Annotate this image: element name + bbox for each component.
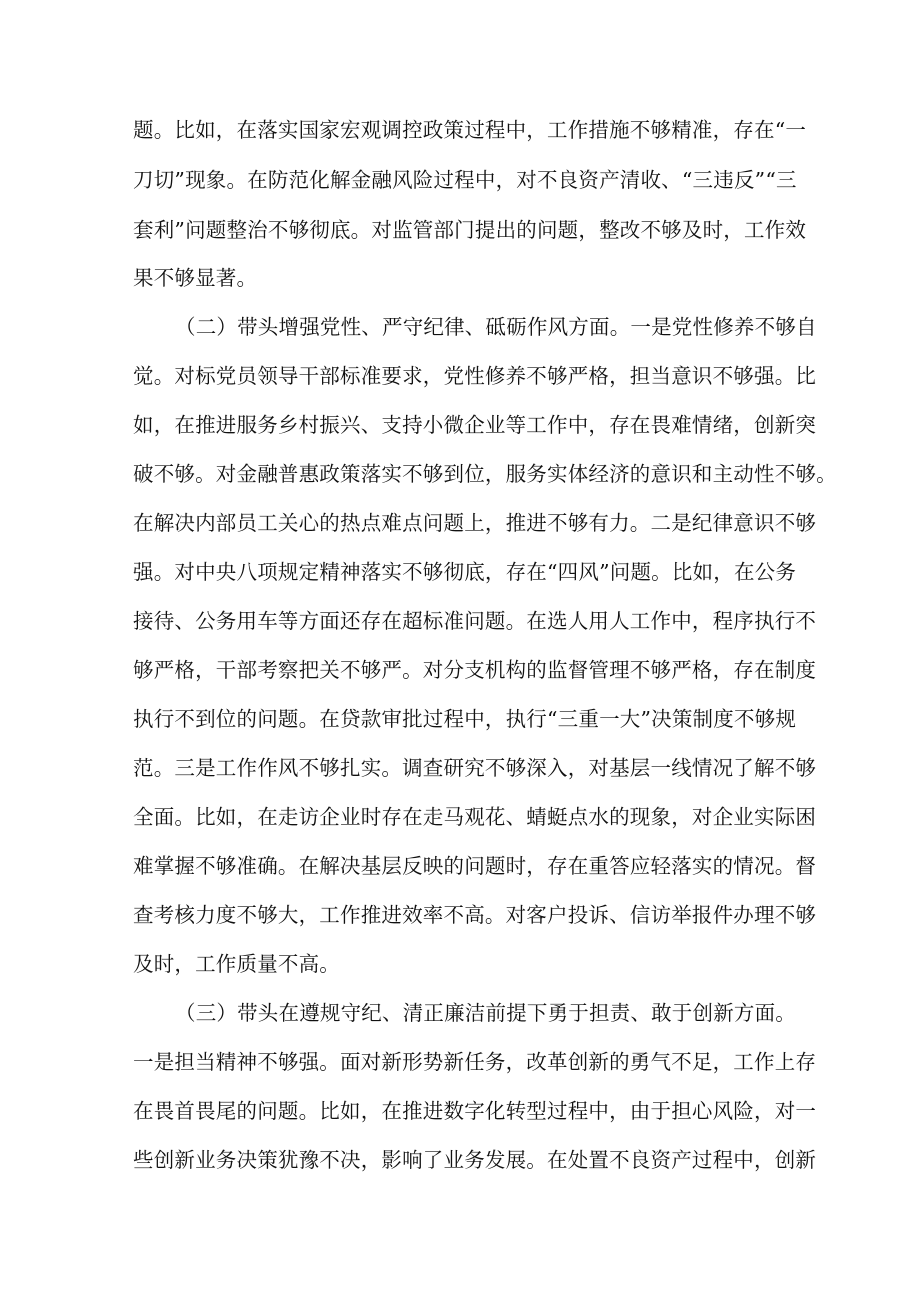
text-line: 查考核力度不够大，工作推进效率不高。对客户投诉、信访举报件办理不够 xyxy=(133,903,817,927)
text-line: 及时，工作质量不高。 xyxy=(133,952,340,976)
paragraph-heading-line: （二）带头增强党性、严守纪律、砥砺作风方面。一是党性修养不够自 xyxy=(175,315,817,339)
text-line: 题。比如，在落实国家宏观调控政策过程中，工作措施不够精准，存在“一 xyxy=(133,118,807,142)
text-line: 强。对中央八项规定精神落实不够彻底，存在“四风”问题。比如，在公务 xyxy=(133,560,797,584)
text-line: 在解决内部员工关心的热点难点问题上，推进不够有力。二是纪律意识不够 xyxy=(133,511,817,535)
text-line: 觉。对标党员领导干部标准要求，党性修养不够严格，担当意识不够强。比 xyxy=(133,364,817,388)
text-line: 够严格，干部考察把关不够严。对分支机构的监督管理不够严格，存在制度 xyxy=(133,658,817,682)
text-line: 刀切”现象。在防范化解金融风险过程中，对不良资产清收、“三违反”“三 xyxy=(133,168,797,192)
paragraph-heading-line: （三）带头在遵规守纪、清正廉洁前提下勇于担责、敢于创新方面。 xyxy=(175,1001,796,1025)
text-line: 果不够显著。 xyxy=(133,266,258,290)
text-line: 一是担当精神不够强。面对新形势新任务，改革创新的勇气不足，工作上存 xyxy=(133,1050,817,1074)
text-line: 如，在推进服务乡村振兴、支持小微企业等工作中，存在畏难情绪，创新突 xyxy=(133,413,817,437)
text-line: 范。三是工作作风不够扎实。调查研究不够深入，对基层一线情况了解不够 xyxy=(133,756,817,780)
text-line xyxy=(133,1189,795,1229)
text-line: 在畏首畏尾的问题。比如，在推进数字化转型过程中，由于担心风险，对一 xyxy=(133,1099,817,1123)
text-line: 破不够。对金融普惠政策落实不够到位，服务实体经济的意识和主动性不够。 xyxy=(133,462,837,486)
text-line: 套利”问题整治不够彻底。对监管部门提出的问题，整改不够及时，工作效 xyxy=(133,218,807,242)
text-line: 全面。比如，在走访企业时存在走马观花、蜻蜓点水的现象，对企业实际困 xyxy=(133,805,817,829)
text-line: 执行不到位的问题。在贷款审批过程中，执行“三重一大”决策制度不够规 xyxy=(133,707,797,731)
text-line: 难掌握不够准确。在解决基层反映的问题时，存在重答应轻落实的情况。督 xyxy=(133,854,817,878)
text-line: 接待、公务用车等方面还存在超标准问题。在选人用人工作中，程序执行不 xyxy=(133,609,817,633)
text-line: 些创新业务决策犹豫不决，影响了业务发展。在处置不良资产过程中，创新 xyxy=(133,1148,817,1172)
